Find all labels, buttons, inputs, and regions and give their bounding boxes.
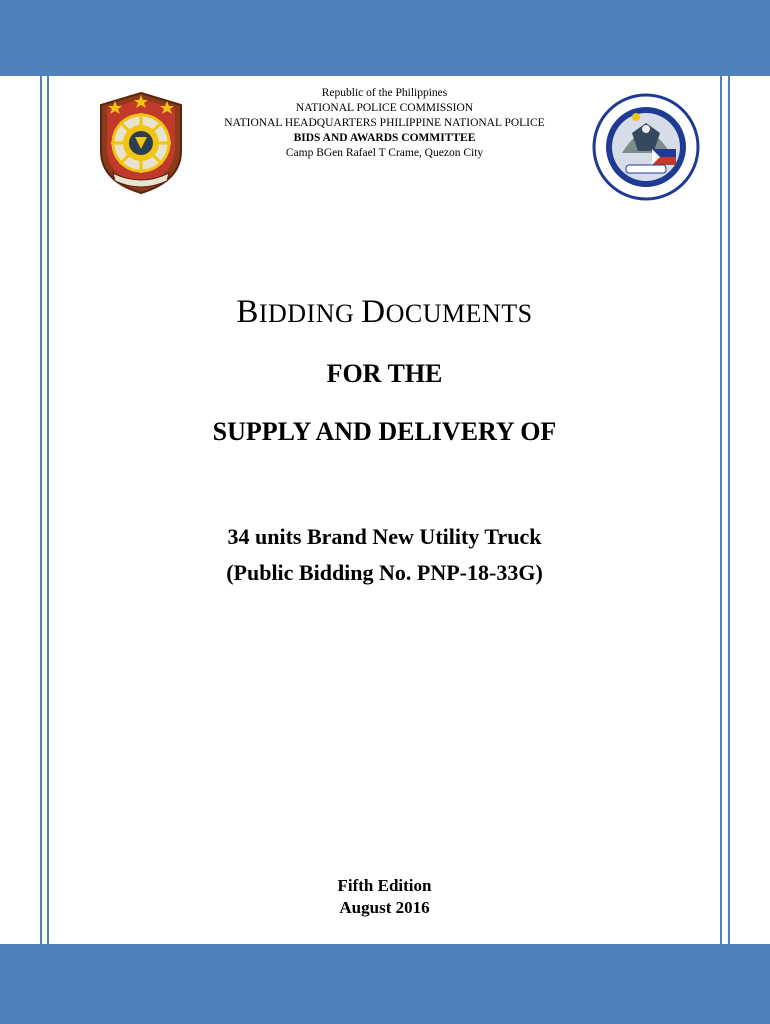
edition-block (49, 875, 720, 919)
bidding-number: (Public Bidding No. PNP-18-33G) (226, 560, 543, 585)
document-title (49, 294, 720, 331)
title-initial-b: B (236, 294, 259, 330)
title-initial-d: D (361, 294, 386, 330)
title-supply-delivery: SUPPLY AND DELIVERY OF (212, 417, 557, 446)
header-bac: BIDS AND AWARDS COMMITTEE (293, 132, 476, 144)
header-nhq-pnp: NATIONAL HEADQUARTERS PHILIPPINE NATIONAL POLICE (224, 117, 545, 129)
bottom-border-band (0, 944, 770, 1024)
cover-page (49, 76, 720, 944)
right-border-line-inner (720, 0, 722, 1024)
edition-date: August 2016 (339, 898, 430, 917)
left-border-line (40, 0, 42, 1024)
header-address: Camp BGen Rafael T Crame, Quezon City (285, 147, 484, 159)
header-republic: Republic of the Philippines (321, 87, 448, 99)
nhq-pnp-seal-icon (592, 93, 700, 201)
title-documents: OCUMENTS (385, 299, 533, 328)
right-border-line (728, 0, 730, 1024)
header-napolcom: NATIONAL POLICE COMMISSION (295, 102, 474, 114)
top-border-band (0, 0, 770, 76)
title-bidding: IDDING (258, 299, 362, 328)
edition-name: Fifth Edition (337, 876, 432, 895)
title-for-the: FOR THE (326, 359, 443, 388)
item-description: 34 units Brand New Utility Truck (227, 524, 542, 549)
